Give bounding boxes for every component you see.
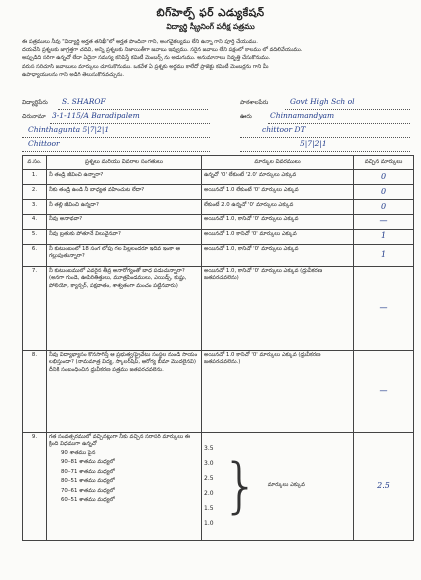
table-row [23, 185, 414, 200]
village-label: ఊరు [240, 114, 252, 120]
district-field[interactable]: chittoor DT [262, 125, 306, 134]
date-field[interactable]: 5|7|2|1 [300, 139, 327, 148]
marks-obtained-field[interactable]: 0 [354, 170, 414, 185]
address-line3-field[interactable]: Chinthagunta 5|7|2|1 [28, 125, 110, 134]
form-title: బిగ్‌హెల్ప్ ఫర్ ఎడ్యుకేషన్ [156, 7, 265, 19]
instruction-line: దయచేసి ప్రశ్నలకు జాగ్రత్తగా చదివి, అన్ని ప్రశ్నలకు నిజాయితీగా జవాబు ఇవ్వుము. సరైన జవాబు లేని పక్షంలో కాలము లో వదిలివేయుము. [22, 47, 303, 54]
question-cell [47, 432, 202, 540]
marks-obtained-field[interactable]: — [354, 214, 414, 229]
range-item: 80–71 శాతము మధ్యలో [61, 468, 115, 475]
table-header-row [23, 156, 414, 170]
marks-rule: లేకుంటే 2.0 ఉన్నచో '0' మార్కులు ఎక్కువ [202, 200, 354, 215]
question-text: నీవు విద్యాభ్యాసం కొనసాగిస్తే ఆ ప్రభుత్వ/ప్రైవేటు సంస్థల నుండి సాయం లభిస్తుందా? (నామమాత్ర విద్య, స్కాలర్‌షిప్, ఆరోగ్య బీమా మొదలైనవి) దీనికి సంబంధించిన ధ్రువీకరణ పత్రము జతపరచవలెను. [47, 350, 202, 432]
range-item: 70–61 శాతము మధ్యలో [61, 487, 115, 494]
table-row [23, 229, 414, 244]
table-row [23, 200, 414, 215]
table-row [23, 170, 414, 185]
row-number: 8. [23, 350, 47, 432]
row-number: 1. [23, 170, 47, 185]
marks-rule: అయినచో 1.0, కానిచో '0' మార్కులు ఎక్కువ [202, 214, 354, 229]
marks-obtained-field[interactable]: 0 [354, 200, 414, 215]
col-header-serial: వ.సం. [23, 156, 47, 170]
student-name-label: విద్యార్థిపేరు [22, 100, 48, 106]
row-number: 7. [23, 266, 47, 350]
question-text: నీవు బ్రతుకు పోతూనే విలువైనవా? [47, 229, 202, 244]
marks-obtained-field[interactable]: 0 [354, 185, 414, 200]
instructions-paragraph [22, 38, 407, 79]
question-text: గత సంవత్సరములో వచ్చినట్లుగా నీకు వచ్చిన సరాసరి మార్కులు ఈ క్రింది విధముగా ఉన్నచో [49, 434, 191, 448]
score-value: 1.0 [204, 520, 214, 528]
range-item: 80–51 శాతము మధ్యలో [61, 478, 115, 485]
form-subtitle: విద్యార్థి స్క్రీనింగ్ పరీక్ష పత్రము [166, 22, 255, 31]
table-row [23, 350, 414, 432]
marks-rule: అయినచో 1.0 కానిచో '0' మార్కులు ఎక్కువ (ధ్రువీకరణ జతపరచవలెను.) [202, 350, 354, 432]
col-header-marks-detail: మార్కుల వివరములు [202, 156, 354, 170]
marks-rule: అయినచో 1.0, కానిచో '0' మార్కులు ఎక్కువ (ధ్రువీకరణ జతపరచవలెను) [202, 266, 354, 350]
score-value: 1.5 [204, 505, 214, 513]
address-field[interactable]: 3-1-115/A Baradipalem [52, 111, 140, 120]
screening-questions-table [22, 155, 414, 541]
score-value: 3.5 [204, 445, 214, 453]
score-value: 2.5 [204, 475, 214, 483]
instruction-line: ఉపాధ్యాయులను గాని అడిగి తెలుసుకొనవచ్చును. [22, 71, 125, 78]
marks-obtained-field[interactable]: 2.5 [354, 432, 414, 540]
student-name-field[interactable]: S. SHAROF [62, 97, 106, 106]
marks-obtained-field[interactable]: — [354, 350, 414, 432]
marks-rule: అయినచో 1.0 కానిచో '0' మార్కులు ఎక్కువ [202, 229, 354, 244]
question-text: నీ కుటుంబములో ఎవరైన తీవ్ర అనారోగ్యంతో బాధ పడుచున్నారా? (అనగా గుండె, ఊపిరితిత్తులు, మూత్రపిండములు, ఎయిడ్స్, కుష్టు, పోలియో, క్యాన్సర్, పక్షవాతం, శాశ్వతంగా మంచం పట్టినవారు) [47, 266, 202, 350]
col-header-question: ప్రశ్నలు మరియు వివరాల సంగతులు [47, 156, 202, 170]
question-text: నీవు అనాథవా? [47, 214, 202, 229]
address-label: చిరునామా [22, 114, 46, 120]
instruction-line: ఈ పత్రములు నీవు "విద్యార్థి అర్హత తనిఖీ"లో అర్హత పొందినా గాని, అంగవైకల్యము లేని ఉన్నా గాని పూర్తి చేయుము. [22, 39, 258, 45]
table-row [23, 214, 414, 229]
range-item: 90 శాతము పైన [61, 449, 96, 456]
question-text: నీ తల్లి జీవించి ఉన్నదా? [47, 200, 202, 215]
row-number: 3. [23, 200, 47, 215]
row-number: 9. [23, 432, 47, 540]
score-values [204, 441, 214, 531]
marks-rule: అయినచో 1.0 లేకుంటే '0' మార్కులు ఎక్కువ [202, 185, 354, 200]
range-item: 90–81 శాతము మధ్యలో [61, 459, 115, 466]
instruction-line: అప్పుడిది సరిగా ఉన్నచో లేదా ఏదైనా సమస్య కనిపిస్తే కమిటీ మెంబర్స్ ను అడుగుము. అనుమానాలు నివృత్తి చేసుకొనుము. [22, 55, 271, 62]
school-name-field[interactable]: Govt High Sch ol [290, 97, 355, 106]
score-value: 2.0 [204, 490, 214, 498]
score-value: 3.0 [204, 460, 214, 468]
address-line4-field[interactable]: Chittoor [28, 139, 60, 148]
row-number: 5. [23, 229, 47, 244]
table-row [23, 266, 414, 350]
marks-rule: మార్కులు ఎక్కువ [267, 482, 305, 489]
marks-rule-cell [202, 432, 354, 540]
marks-obtained-field[interactable]: — [354, 266, 414, 350]
table-row [23, 244, 414, 266]
marks-obtained-field[interactable]: 1 [354, 244, 414, 266]
marks-rule: అయినచో 1.0, కానిచో '0' మార్కులు ఎక్కువ [202, 244, 354, 266]
brace-icon: } [221, 451, 260, 522]
range-item: 60–51 శాతము మధ్యలో [61, 496, 115, 503]
question-text: నీ తండ్రి జీవించి ఉన్నారా? [47, 170, 202, 185]
table-row [23, 432, 414, 540]
score-scale [204, 441, 351, 531]
marks-rule: ఉన్నచో '0' లేకుంటే '2.0' మార్కులు ఎక్కువ [202, 170, 354, 185]
percentage-ranges [49, 449, 199, 506]
village-field[interactable]: Chinnamandyam [270, 111, 335, 120]
marks-obtained-field[interactable]: 1 [354, 229, 414, 244]
row-number: 6. [23, 244, 47, 266]
question-text: నీకు తండ్రి ఉండి నీ బాధ్యత వహించుట లేదా? [47, 185, 202, 200]
instruction-line: వరుస సరిచూసి జవాబులు మార్కులు చూసుకొనుము. ఒకవేళ ఏ ప్రశ్నకు అర్థము కాలేదో ప్రాజెక్టు కమిటీ మెంబర్లను గాని మీ [22, 63, 269, 70]
question-text: నీ కుటుంబంలో 18 సంగ లోపు గల పిల్లలందరూ ఇదివ ఇంకా ఆ గల్లుపుతున్నారా? [47, 244, 202, 266]
col-header-marks-obtained: వచ్చిన మార్కులు [354, 156, 414, 170]
row-number: 2. [23, 185, 47, 200]
row-number: 4. [23, 214, 47, 229]
school-name-label: పాఠశాలపేరు [240, 100, 269, 106]
